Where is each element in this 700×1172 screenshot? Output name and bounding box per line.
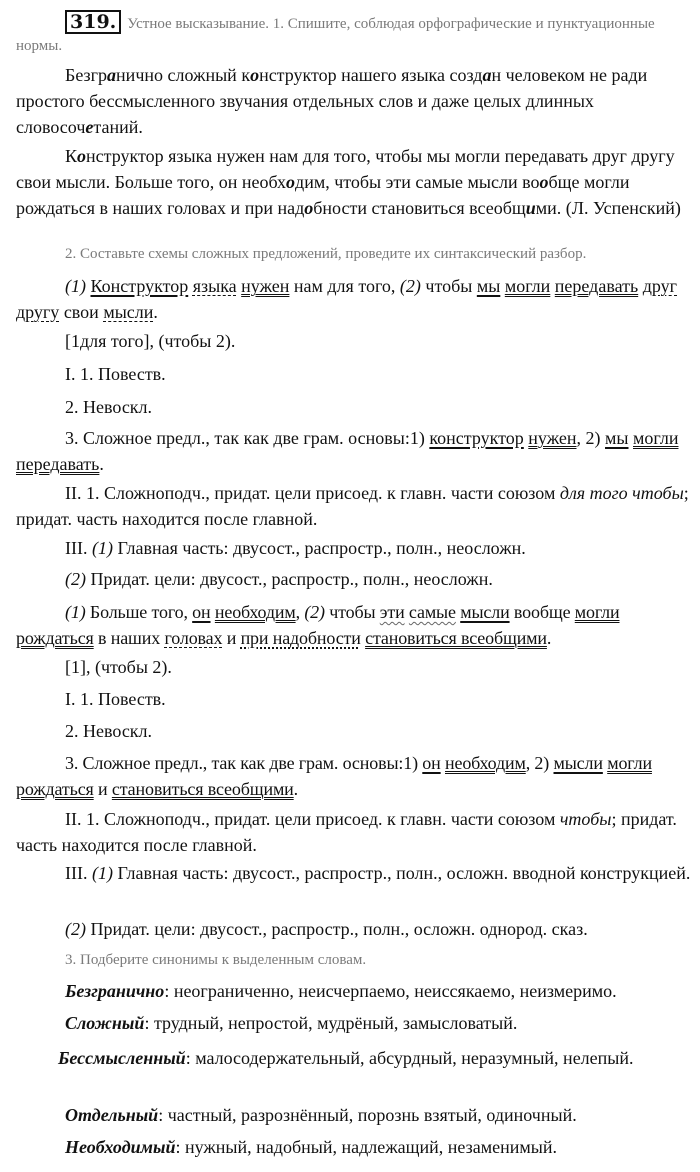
- object: друг другу: [16, 276, 677, 322]
- analysis-1-line-i2: 2. Невоскл.: [65, 397, 153, 417]
- exercise-number: 319.: [65, 10, 121, 34]
- predicate: могли передавать: [16, 428, 679, 474]
- spelling-highlight: о: [539, 172, 549, 192]
- analysis-1-scheme: [1для того], (чтобы 2).: [65, 331, 236, 351]
- attribute: самые: [408, 602, 456, 622]
- attribute-dashed: языка: [192, 276, 237, 296]
- analysis-2-line-iv: (2) Придат. цели: двусост., распростр., полн., осложн. однород. сказ.: [65, 919, 588, 939]
- analysis-2-line-i1: I. 1. Повеств.: [65, 689, 166, 709]
- subject: мысли: [460, 602, 510, 622]
- text-paragraph-2: Конструктор языка нужен нам для того, чтобы мы могли передавать друг другу свои мысли. Больше того, он необходим, чтобы эти самые мысли вообще могли рождаться в наших головах и при надобности становиться всеобщими. (Л. Успенский): [16, 146, 681, 218]
- analysis-2-line-i2: 2. Невоскл.: [65, 721, 153, 741]
- spelling-highlight: а: [107, 65, 117, 85]
- analysis-1-line-i1: I. 1. Повеств.: [65, 364, 166, 384]
- spelling-highlight: о: [304, 198, 314, 218]
- synonym-entry: Бессмысленный: малосодержательный, абсурдный, неразумный, нелепый.: [58, 1048, 634, 1068]
- conjunction: для того чтобы: [559, 483, 684, 503]
- analysis-1-sentence: (1) Конструктор языка нужен нам для того, (2) чтобы мы могли передавать друг другу свои мысли.: [16, 276, 677, 322]
- subject: конструктор: [429, 428, 524, 448]
- predicate: нужен: [241, 276, 290, 296]
- synonym-entry: Отдельный: частный, разрознённый, порознь взятый, одиночный.: [65, 1105, 577, 1125]
- analysis-2-line-ii: II. 1. Сложноподч., придат. цели присоед. к главн. части союзом чтобы; придат. часть находится после главной.: [16, 809, 677, 855]
- attribute: эти: [379, 602, 405, 622]
- predicate: могли: [504, 276, 551, 296]
- spelling-highlight: е: [85, 117, 94, 137]
- predicate: могли рождаться: [16, 602, 620, 648]
- predicate: передавать: [554, 276, 639, 296]
- analysis-1-line-iii: III. (1) Главная часть: двусост., распростр., полн., неосложн.: [65, 538, 526, 558]
- subject: Конструктор: [90, 276, 189, 296]
- spelling-highlight: а: [482, 65, 492, 85]
- subject: он: [422, 753, 441, 773]
- adverbial: при надобности: [240, 628, 361, 648]
- analysis-2-line-i3: 3. Сложное предл., так как две грам. основы:1) он необходим, 2) мысли могли рождаться и становиться всеобщими.: [16, 753, 652, 799]
- task-3-instruction: 3. Подберите синонимы к выделенным словам.: [65, 952, 367, 968]
- spelling-highlight: о: [286, 172, 296, 192]
- predicate: нужен: [528, 428, 577, 448]
- conjunction: чтобы: [559, 809, 612, 829]
- predicate: могли рождаться: [16, 753, 652, 799]
- spelling-highlight: о: [250, 65, 260, 85]
- subject: мы: [605, 428, 629, 448]
- task-1-instruction: [16, 10, 688, 57]
- object: мысли: [103, 302, 154, 322]
- analysis-2-line-iii: III. (1) Главная часть: двусост., распростр., полн., осложн. вводной конструкцией.: [65, 863, 691, 883]
- subject: мысли: [553, 753, 603, 773]
- subject: мы: [476, 276, 501, 296]
- synonym-headword: Необходимый: [65, 1137, 176, 1157]
- predicate: становиться всеобщими: [111, 779, 294, 799]
- analysis-1-line-iv: (2) Придат. цели: двусост., распростр., полн., неосложн.: [65, 569, 493, 589]
- analysis-2-scheme: [1], (чтобы 2).: [65, 657, 172, 677]
- synonym-entry: Безгранично: неограниченно, неисчерпаемо, неиссякаемо, неизмеримо.: [65, 981, 617, 1001]
- synonym-headword: Безгранично: [65, 981, 165, 1001]
- synonym-headword: Сложный: [65, 1013, 145, 1033]
- spelling-highlight: и: [525, 198, 536, 218]
- analysis-1-line-i3: 3. Сложное предл., так как две грам. основы:1) конструктор нужен, 2) мы могли передавать.: [16, 428, 679, 474]
- analysis-1-line-ii: II. 1. Сложноподч., придат. цели присоед. к главн. части союзом для того чтобы; придат. часть находится после главной.: [16, 483, 689, 529]
- synonym-headword: Бессмысленный: [58, 1048, 186, 1068]
- task-1-text: Устное высказывание. 1. Спишите, соблюдая орфографические и пунктуационные нормы.: [16, 16, 655, 54]
- subject: он: [192, 602, 211, 622]
- synonym-entry: Необходимый: нужный, надобный, надлежащий, незаменимый.: [65, 1137, 557, 1157]
- synonym-headword: Отдельный: [65, 1105, 159, 1125]
- predicate: становиться всеобщими: [365, 628, 547, 648]
- synonym-entry: Сложный: трудный, непростой, мудрёный, замысловатый.: [65, 1013, 518, 1033]
- adverbial: головах: [164, 628, 223, 648]
- predicate: необходим: [214, 602, 296, 622]
- text-paragraph-1: Безгранично сложный конструктор нашего языка создан человеком не ради простого бессмысленного звучания отдельных слов и даже целых длинных словосочетаний.: [16, 65, 648, 137]
- analysis-2-sentence: (1) Больше того, он необходим, (2) чтобы эти самые мысли вообще могли рождаться в наших головах и при надобности становиться всеобщими.: [16, 602, 620, 648]
- spelling-highlight: о: [77, 146, 87, 166]
- predicate: необходим: [445, 753, 526, 773]
- task-2-instruction: 2. Составьте схемы сложных предложений, проведите их синтаксический разбор.: [65, 246, 587, 262]
